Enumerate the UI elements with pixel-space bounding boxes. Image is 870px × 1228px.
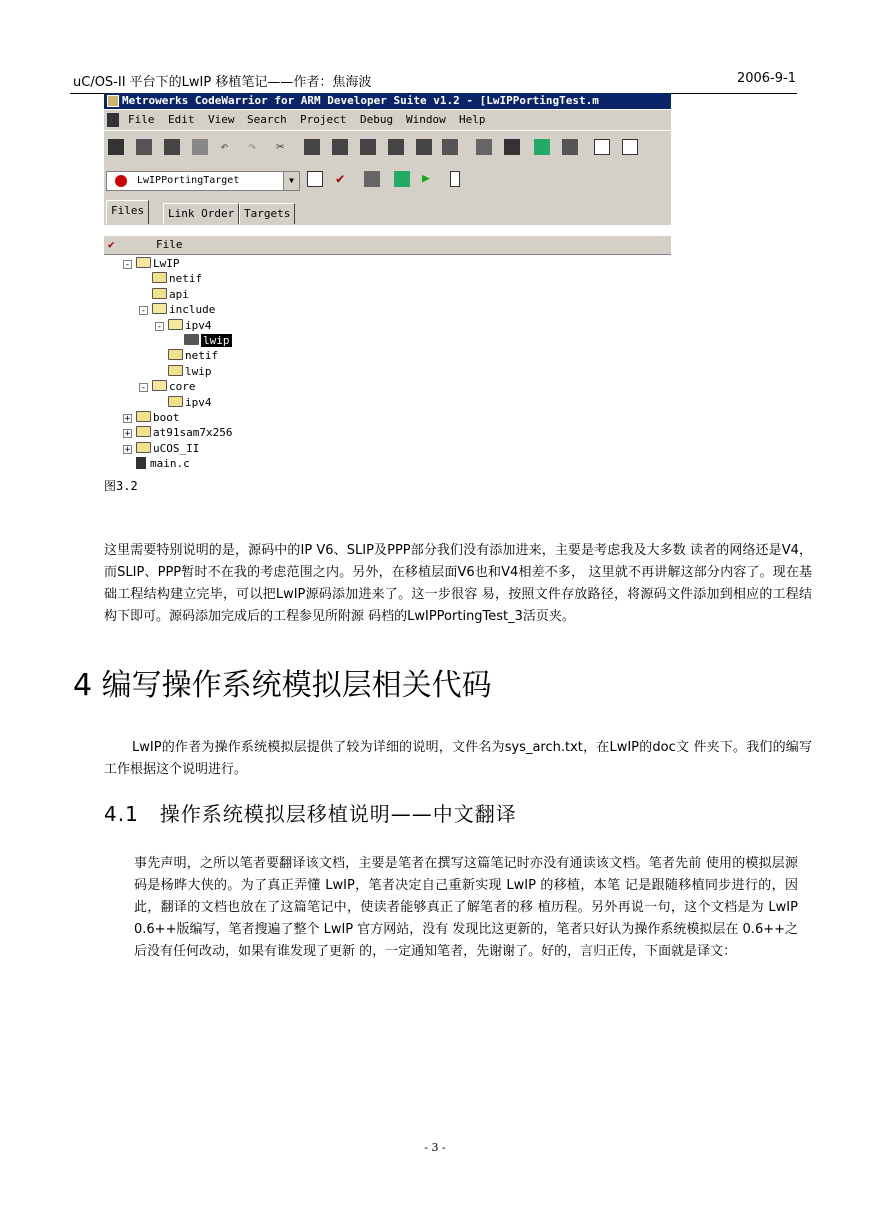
tree-item-label: uCOS_II (153, 441, 200, 455)
debug-icon[interactable] (534, 139, 550, 155)
window-titlebar (104, 93, 671, 109)
menu-help[interactable]: Help (459, 113, 486, 126)
folder-icon (136, 442, 151, 453)
folder-icon (136, 426, 151, 437)
page-number: - 3 - (424, 1141, 446, 1154)
check-syntax-icon[interactable] (476, 139, 492, 155)
folder-icon (152, 288, 167, 299)
tree-item-label: at91sam7x256 (153, 426, 233, 440)
app-icon (107, 95, 119, 107)
tree-item[interactable] (152, 272, 202, 286)
tree-item-label: api (169, 287, 189, 301)
project-settings-icon[interactable] (622, 139, 638, 155)
tree-item[interactable] (136, 426, 232, 440)
expand-icon[interactable]: + (124, 444, 131, 455)
tree-item[interactable] (168, 365, 212, 379)
paragraph: 这里需要特别说明的是，源码中的IP V6、SLIP及PPP部分我们没有添加进来，主要是考虑我及大多数 读者的网络还是V4，而SLIP、PPP暂时不在我的考虑范围之内。另外，在移植层面V6也和V4相差不多， 这里就不再讲解这部分内容了。现在基础工程结构建立完毕，可以把LwIP源码添加进来了。这一步很容 易，按照文件存放路径，将源码文件添加到相应的工程结构下即可。源码添加完成后的工程参见所附源 码档的LwIPPortingTest_3活页夹。 (104, 543, 812, 624)
folder-icon (136, 411, 151, 422)
tree-item[interactable] (136, 457, 190, 471)
ide-screenshot (104, 93, 671, 475)
target-settings-icon[interactable] (307, 171, 323, 187)
checkmark-icon: ✔ (108, 238, 115, 251)
figure-caption: 图3.2 (104, 479, 138, 493)
paragraph: LwIP的作者为操作系统模拟层提供了较为详细的说明，文件名为sys_arch.txt，在LwIP的doc文 件夹下。我们的编写工作根据这个说明进行。 (104, 740, 812, 777)
tab-link-order[interactable]: Link Order (163, 203, 239, 224)
redo-icon[interactable]: ↷ (248, 139, 257, 155)
tree-item[interactable] (152, 380, 196, 394)
tree-item[interactable] (152, 303, 215, 317)
new-project-icon[interactable] (136, 139, 152, 155)
make-icon[interactable] (364, 171, 380, 187)
paragraph: 事先声明，之所以笔者要翻译该文档，主要是笔者在撰写这篇笔记时亦没有通读该文档。笔者先前 使用的模拟层源码是杨晔大侠的。为了真正弄懂 LwIP，笔者决定自己重新实现 LwIP 的移植，本笔 记是跟随移植同步进行的，因此，翻译的文档也放在了这篇笔记中，使读者能够真正了解笔者的移 植历程。另外再说一句，这个文档是为 LwIP 0.6++版编写，笔者搜遍了整个 LwIP 官方网站，没有 发现比这更新的，笔者只好认为操作系统模拟层在 0.6++之后没有任何改动，如果有谁发现了更新 的，一定通知笔者，先谢谢了。好的，言归正传，下面就是译文： (134, 856, 798, 959)
save-icon[interactable] (192, 139, 208, 155)
tree-item[interactable] (152, 288, 189, 302)
header-date: 2006-9-1 (736, 71, 796, 86)
file-column-header[interactable] (104, 235, 671, 255)
find-icon[interactable] (360, 139, 376, 155)
tree-item[interactable] (168, 319, 212, 333)
folder-icon (152, 303, 167, 314)
compile-icon[interactable] (504, 139, 520, 155)
folder-icon (168, 396, 183, 407)
collapse-icon[interactable]: - (140, 383, 147, 394)
collapse-icon[interactable]: - (124, 260, 131, 270)
menu-edit[interactable]: Edit (168, 113, 195, 126)
window-title: Metrowerks CodeWarrior for ARM Developer Suite v1.2 - [LwIPPortingTest.m (122, 94, 599, 107)
file-icon (136, 457, 146, 469)
project-tabs (104, 197, 671, 225)
paste-icon[interactable] (332, 139, 348, 155)
open-folder-icon[interactable] (164, 139, 180, 155)
list-icon[interactable] (442, 139, 458, 155)
tree-item[interactable] (168, 396, 212, 410)
find-in-files-icon[interactable] (416, 139, 432, 155)
folder-icon (168, 365, 183, 376)
folder-icon (168, 349, 183, 360)
target-select[interactable] (106, 171, 300, 191)
tab-targets[interactable]: Targets (239, 203, 295, 224)
expand-icon[interactable]: + (124, 414, 131, 424)
tree-item[interactable] (136, 257, 180, 271)
new-file-icon[interactable] (108, 139, 124, 155)
tree-item-label: core (169, 380, 196, 394)
chevron-down-icon[interactable]: ▼ (283, 172, 299, 190)
tree-item[interactable] (184, 334, 232, 348)
tree-item-label: netif (169, 272, 203, 286)
tree-item-label: ipv4 (185, 318, 212, 332)
section-heading: 4 编写操作系统模拟层相关代码 (73, 668, 492, 703)
cut-icon[interactable]: ✂ (276, 139, 285, 155)
folder-icon (136, 257, 151, 268)
project-inspector-icon[interactable] (450, 171, 460, 187)
file-column-label: File (156, 238, 183, 251)
tree-item-label: lwip (203, 334, 230, 347)
expand-icon[interactable]: + (124, 429, 131, 440)
document-icon (107, 113, 119, 127)
collapse-icon[interactable]: - (156, 321, 163, 332)
tree-item[interactable] (136, 411, 180, 425)
menu-bar (104, 110, 671, 130)
undo-icon[interactable]: ↶ (220, 139, 229, 155)
subsection-heading: 4.1 操作系统模拟层移植说明——中文翻译 (104, 802, 517, 826)
copy-icon[interactable] (304, 139, 320, 155)
header-left: uC/OS-II 平台下的LwIP 移植笔记——作者：焦海波 (73, 75, 372, 90)
menu-window[interactable]: Window (406, 113, 446, 126)
debug-target-icon[interactable] (394, 171, 410, 187)
tree-item-label: include (169, 303, 216, 317)
menu-file[interactable]: File (128, 113, 155, 126)
collapse-icon[interactable]: - (140, 306, 147, 317)
tab-files[interactable]: Files (106, 200, 149, 224)
replace-icon[interactable] (388, 139, 404, 155)
menu-project[interactable]: Project (300, 113, 347, 126)
tree-item[interactable] (136, 442, 199, 456)
tree-item-label: main.c (150, 457, 190, 471)
folder-icon (184, 334, 199, 345)
menu-debug[interactable]: Debug (360, 113, 394, 126)
settings-icon[interactable] (594, 139, 610, 155)
tree-item-label: lwip (185, 364, 212, 378)
tree-item-label: LwIP (153, 257, 180, 270)
menu-view[interactable]: View (208, 113, 235, 126)
tree-item-label: boot (153, 411, 180, 424)
target-name: LwIPPortingTarget (137, 175, 240, 186)
folder-icon (152, 272, 167, 283)
tree-item-label: netif (185, 349, 219, 363)
main-toolbar (104, 131, 671, 163)
target-icon (115, 175, 127, 187)
folder-icon (152, 380, 167, 391)
tree-item[interactable] (168, 349, 218, 363)
folder-icon (168, 319, 183, 330)
project-toolbar (104, 163, 671, 197)
stop-icon[interactable] (562, 139, 578, 155)
tree-item-label: ipv4 (185, 395, 212, 409)
menu-search[interactable]: Search (247, 113, 287, 126)
synchronize-icon[interactable]: ✔ (336, 171, 345, 187)
run-icon[interactable]: ▶ (422, 171, 430, 186)
